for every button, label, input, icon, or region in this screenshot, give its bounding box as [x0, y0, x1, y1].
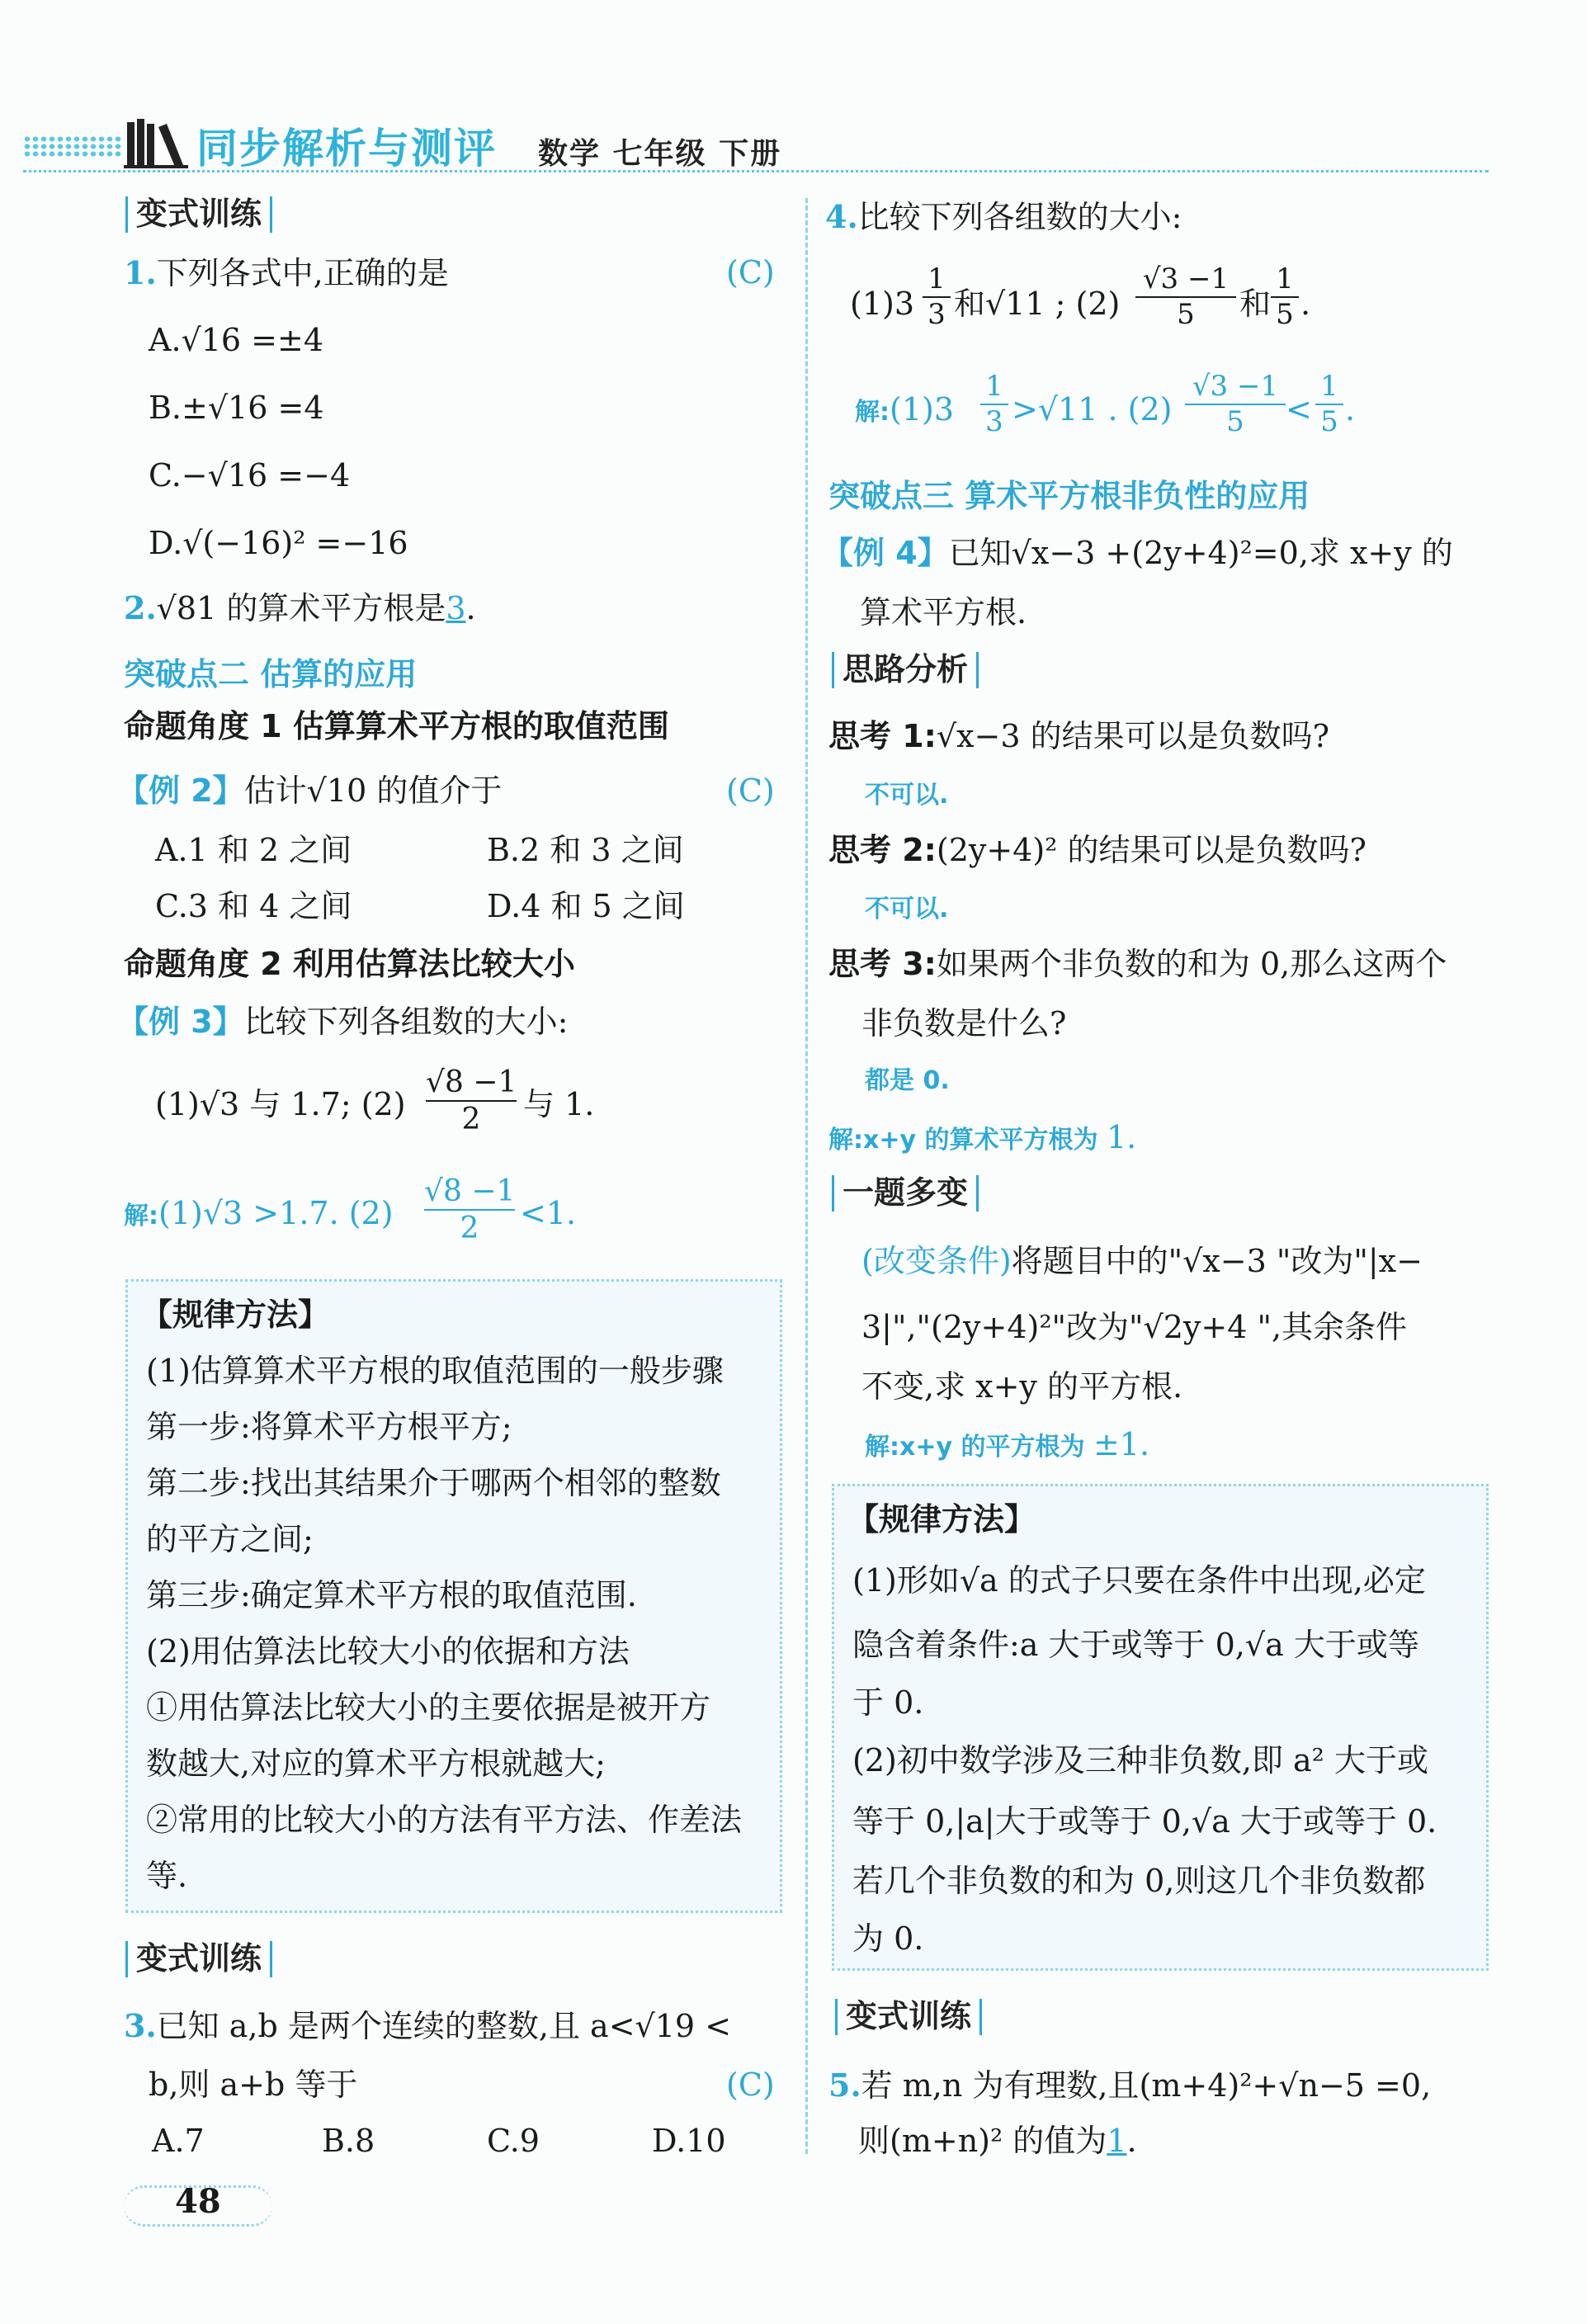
option-a: A.1 和 2 之间	[155, 832, 352, 868]
box-line: 隐含着条件:a 大于或等于 0,√a 大于或等	[852, 1627, 1419, 1663]
solution-text: x+y 的算术平方根为	[863, 1126, 1107, 1155]
solution-less-than: <	[1286, 391, 1312, 427]
thinking-analysis-tag: 思路分析	[832, 652, 979, 688]
solution-value: ±1.	[1093, 1426, 1150, 1462]
question-5-answer: 1	[1107, 2123, 1127, 2159]
solution-label: 解:	[855, 398, 890, 427]
header-divider	[23, 170, 1489, 172]
example-2-answer: (C)	[726, 772, 775, 809]
option-b: B.8	[322, 2123, 375, 2159]
solution-text: (1)3	[890, 391, 955, 427]
question-4-end: .	[1300, 286, 1311, 322]
solution-label: 解:	[124, 1202, 158, 1230]
think-3-line-2: 非负数是什么?	[861, 1005, 1067, 1042]
part-text: (1)√3 与 1.7; (2)	[155, 1086, 406, 1122]
question-1	[124, 254, 449, 293]
think-label: 思考 1:	[828, 718, 937, 754]
box-line: (1)估算算术平方根的取值范围的一般步骤	[146, 1353, 724, 1389]
multi-text: 将题目中的"√x−3 "改为"|x−	[1011, 1243, 1423, 1279]
period: .	[465, 590, 476, 626]
option-b: B.±√16 =4	[149, 390, 324, 426]
fraction	[923, 262, 951, 332]
option-d: D.10	[652, 2123, 726, 2159]
think-2-answer: 不可以.	[865, 895, 949, 923]
fraction	[1315, 370, 1343, 439]
variant-training-tag: 变式训练	[835, 1999, 982, 2035]
option-a: A.√16 =±4	[149, 322, 324, 358]
question-number: 1.	[124, 254, 157, 291]
box-line: 等.	[146, 1858, 188, 1894]
multi-line-1	[861, 1243, 1423, 1281]
think-text: √x−3 的结果可以是负数吗?	[936, 718, 1329, 754]
box-line: ②常用的比较大小的方法有平方法、作差法	[146, 1802, 743, 1838]
book-series-title: 同步解析与测评	[196, 125, 497, 172]
fraction-numerator: 1	[1271, 262, 1299, 298]
think-3	[828, 946, 1447, 984]
option-c: C.3 和 4 之间	[155, 888, 352, 924]
question-4-solution	[855, 391, 954, 429]
section-heading-3: 突破点三 算术平方根非负性的应用	[828, 478, 1310, 514]
option-c: C.9	[487, 2123, 540, 2159]
example-label: 【例 2】	[117, 772, 244, 809]
fraction-numerator: √3 −1	[1185, 370, 1286, 405]
multi-line-3: 不变,求 x+y 的平方根.	[861, 1368, 1183, 1405]
fraction-numerator: √8 −1	[424, 1174, 515, 1211]
fraction-numerator: 1	[980, 370, 1008, 405]
question-number: 5.	[828, 2067, 861, 2104]
box-line: 为 0.	[852, 1920, 924, 1957]
box-line: 数越大,对应的算术平方根就越大;	[146, 1745, 606, 1782]
fraction-numerator: 1	[923, 262, 951, 298]
example-4-solution	[828, 1119, 1136, 1157]
section-heading-2: 突破点二 估算的应用	[124, 656, 418, 692]
fraction-denominator: 5	[1177, 297, 1195, 331]
fraction	[1135, 262, 1236, 332]
example-4-line-1	[822, 535, 1453, 573]
box-line: 第二步:找出其结果介于哪两个相邻的整数	[146, 1465, 721, 1501]
one-question-variants-tag: 一题多变	[832, 1175, 979, 1212]
question-1-answer: (C)	[726, 254, 775, 290]
fraction	[1271, 262, 1299, 332]
question-text: 若 m,n 为有理数,且(m+4)²+√n−5 =0,	[861, 2067, 1432, 2104]
option-d: D.√(−16)² =−16	[149, 525, 408, 561]
option-d: D.4 和 5 之间	[487, 888, 685, 924]
question-4-part-1a: (1)3	[850, 286, 915, 322]
box-title: 【规律方法】	[847, 1501, 1036, 1538]
header-dots-decoration	[23, 135, 122, 158]
question-4-part-1b: 和√11 ; (2)	[954, 286, 1121, 322]
question-2	[124, 589, 476, 628]
fraction-denominator: 5	[1320, 404, 1338, 438]
solution-text: x+y 的平方根为	[899, 1433, 1093, 1462]
think-label: 思考 3:	[828, 946, 937, 982]
fraction-denominator: 3	[985, 404, 1003, 438]
multi-line-2: 3|","(2y+4)²"改为"√2y+4 ",其余条件	[861, 1309, 1408, 1345]
change-condition-label: (改变条件)	[861, 1243, 1012, 1279]
example-text: 比较下列各组数的大小:	[243, 1004, 569, 1040]
solution-label: 解:	[828, 1126, 863, 1155]
question-text: 则(m+n)² 的值为	[858, 2123, 1107, 2159]
option-b: B.2 和 3 之间	[487, 832, 684, 868]
question-text: 下列各式中,正确的是	[156, 255, 449, 291]
box-line: 若几个非负数的和为 0,则这几个非负数都	[852, 1863, 1426, 1899]
question-text: √81 的算术平方根是	[156, 590, 446, 626]
solution-end: .	[1345, 391, 1356, 427]
fraction-denominator: 3	[928, 297, 946, 331]
question-2-answer: 3	[446, 590, 466, 626]
box-line: 第一步:将算术平方根平方;	[146, 1409, 512, 1445]
option-c: C.−√16 =−4	[149, 457, 351, 494]
question-5-line-2	[858, 2123, 1137, 2161]
variant-training-tag: 变式训练	[125, 196, 272, 233]
question-3-answer: (C)	[726, 2067, 775, 2103]
box-line: 于 0.	[852, 1684, 924, 1721]
topic-angle-1: 命题角度 1 估算算术平方根的取值范围	[124, 708, 669, 744]
box-line: 的平方之间;	[146, 1521, 314, 1557]
think-label: 思考 2:	[828, 832, 937, 868]
question-number: 3.	[124, 2007, 157, 2044]
part-tail: 与 1.	[523, 1086, 595, 1122]
think-3-answer: 都是 0.	[865, 1066, 950, 1095]
fraction-numerator: √8 −1	[426, 1065, 517, 1102]
question-text: 比较下列各组数的大小:	[857, 199, 1182, 235]
think-1	[828, 718, 1329, 756]
example-2	[117, 772, 502, 810]
example-3-solution	[124, 1195, 394, 1233]
multi-solution	[865, 1426, 1149, 1464]
fraction-numerator: 1	[1315, 370, 1343, 405]
question-text: 已知 a,b 是两个连续的整数,且 a<√19 <	[156, 2008, 732, 2044]
box-line: 等于 0,|a|大于或等于 0,√a 大于或等于 0.	[852, 1803, 1437, 1840]
fraction-denominator: 2	[461, 1103, 481, 1137]
question-number: 4.	[825, 198, 858, 235]
example-label: 【例 4】	[822, 535, 949, 571]
fraction	[1185, 370, 1286, 439]
question-4-and: 和	[1239, 286, 1272, 322]
example-4-line-2: 算术平方根.	[860, 594, 1027, 631]
solution-label: 解:	[865, 1433, 899, 1462]
question-3-line-1	[124, 2007, 731, 2046]
page-number: 48	[175, 2182, 221, 2221]
fraction	[426, 1065, 517, 1137]
think-2	[828, 832, 1367, 870]
question-4	[825, 198, 1182, 237]
question-number: 2.	[124, 589, 157, 626]
example-3	[117, 1004, 568, 1042]
column-divider	[805, 198, 808, 2154]
books-logo-icon	[124, 116, 190, 170]
option-a: A.7	[152, 2123, 205, 2159]
box-line: (2)用估算法比较大小的依据和方法	[146, 1633, 630, 1670]
solution-text: (1)√3 >1.7. (2)	[158, 1195, 394, 1231]
question-5-line-1	[828, 2067, 1431, 2105]
solution-value: 1.	[1106, 1119, 1137, 1155]
example-3-parts	[155, 1086, 406, 1124]
rules-method-box	[125, 1279, 782, 1913]
box-line: 第三步:确定算术平方根的取值范围.	[146, 1577, 637, 1613]
period: .	[1126, 2123, 1137, 2159]
fraction-denominator: 2	[460, 1212, 479, 1246]
topic-angle-2: 命题角度 2 利用估算法比较大小	[124, 946, 575, 982]
book-subject-grade: 数学 七年级 下册	[538, 137, 782, 171]
example-label: 【例 3】	[117, 1004, 244, 1040]
box-line: ①用估算法比较大小的主要依据是被开方	[146, 1689, 711, 1726]
solution-tail: <1.	[520, 1195, 577, 1231]
fraction-numerator: √3 −1	[1135, 262, 1236, 298]
fraction	[980, 370, 1008, 439]
question-3-line-2: b,则 a+b 等于	[149, 2067, 358, 2103]
variant-training-tag: 变式训练	[125, 1941, 272, 1977]
rules-method-box	[832, 1484, 1489, 1971]
fraction-denominator: 5	[1276, 297, 1294, 331]
think-text: (2y+4)² 的结果可以是负数吗?	[936, 832, 1367, 868]
fraction	[424, 1174, 515, 1246]
example-text: 已知√x−3 +(2y+4)²=0,求 x+y 的	[948, 535, 1453, 571]
think-1-answer: 不可以.	[865, 781, 949, 810]
box-title: 【规律方法】	[141, 1297, 330, 1333]
box-line: (1)形如√a 的式子只要在条件中出现,必定	[852, 1562, 1426, 1599]
box-line: (2)初中数学涉及三种非负数,即 a² 大于或	[852, 1742, 1428, 1778]
example-text: 估计√10 的值介于	[243, 772, 503, 809]
solution-text-b: >√11 . (2)	[1012, 391, 1173, 427]
fraction-denominator: 5	[1226, 404, 1244, 438]
think-text: 如果两个非负数的和为 0,那么这两个	[936, 946, 1447, 982]
